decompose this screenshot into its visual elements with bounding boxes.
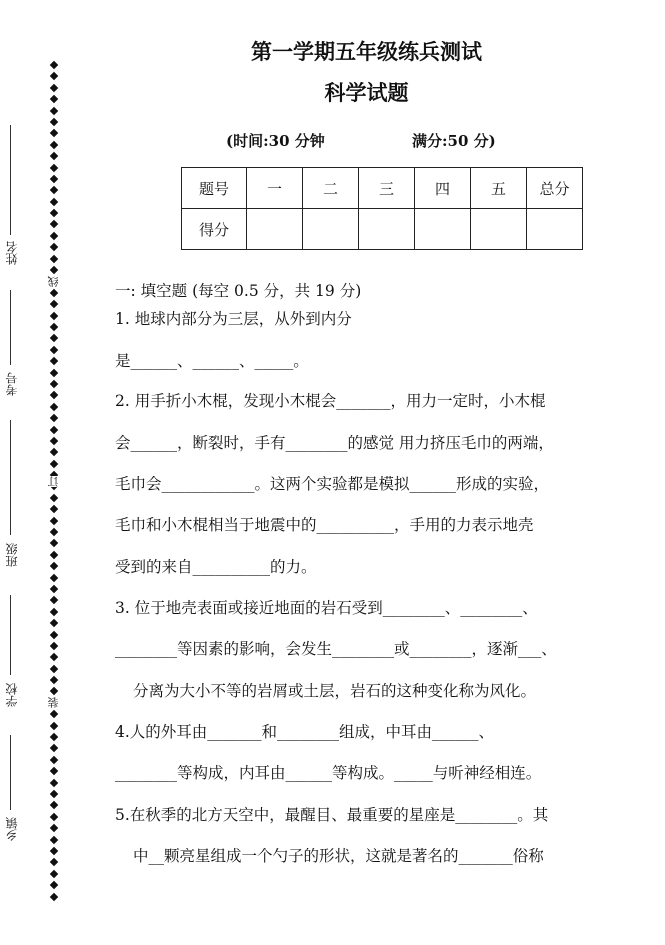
diamond-mark — [50, 642, 58, 650]
diamond-mark — [50, 197, 58, 205]
diamond-mark — [50, 323, 58, 331]
cut-mark-mount: 装 — [47, 697, 60, 708]
score-cell[interactable] — [527, 209, 583, 250]
diamond-mark — [50, 676, 58, 684]
score-table — [181, 167, 583, 250]
exam-subtitle: 科学试题 — [324, 80, 409, 105]
diamond-mark — [50, 630, 58, 638]
cut-mark-line: 线 — [47, 276, 60, 287]
diamond-mark — [50, 813, 58, 821]
diamond-mark — [50, 608, 58, 616]
diamond-mark — [50, 539, 58, 547]
diamond-mark — [50, 448, 58, 456]
diamond-mark — [50, 220, 58, 228]
diamond-mark — [50, 881, 58, 889]
diamond-mark — [50, 835, 58, 843]
diamond-mark — [50, 243, 58, 251]
diamond-mark — [50, 368, 58, 376]
question-line: 是______、______、_____。 — [115, 352, 309, 370]
diamond-mark — [50, 744, 58, 752]
question-line: 3. 位于地壳表面或接近地面的岩石受到________、________、 — [115, 599, 538, 617]
diamond-mark — [50, 266, 58, 274]
diamond-mark — [50, 892, 58, 900]
diamond-mark — [50, 869, 58, 877]
diamond-mark — [50, 585, 58, 593]
score-table-header-cell: 二 — [303, 168, 359, 209]
score-table-header-row — [182, 168, 583, 209]
diamond-mark — [50, 710, 58, 718]
diamond-mark — [50, 562, 58, 570]
diamond-mark — [50, 756, 58, 764]
section-heading: 一: 填空题 (每空 0.5 分，共 19 分) — [115, 282, 362, 300]
diamond-mark — [50, 254, 58, 262]
diamond-mark — [50, 516, 58, 524]
school-field-line — [10, 595, 11, 675]
diamond-mark — [50, 414, 58, 422]
score-cell[interactable] — [359, 209, 415, 250]
diamond-mark — [50, 209, 58, 217]
score-table-header-cell: 题号 — [182, 168, 247, 209]
diamond-mark — [50, 858, 58, 866]
exam-number-field-line — [10, 290, 11, 365]
question-line: 5.在秋季的北方天空中，最醒目、最重要的星座是________。其 — [115, 806, 549, 824]
diamond-mark — [50, 346, 58, 354]
diamond-mark — [50, 573, 58, 581]
diamond-mark — [50, 186, 58, 194]
score-table-score-row — [182, 209, 583, 250]
township-field-label: 乡镇 — [5, 817, 19, 841]
score-table-header-cell: 三 — [359, 168, 415, 209]
question-line: 分离为大小不等的岩屑或土层，岩石的这种变化称为风化。 — [133, 682, 537, 700]
score-cell[interactable] — [303, 209, 359, 250]
diamond-mark — [50, 152, 58, 160]
score-cell[interactable] — [415, 209, 471, 250]
question-line: 会______，断裂时，手有________的感觉 用力挤压毛巾的两端， — [115, 434, 554, 452]
diamond-mark — [50, 824, 58, 832]
diamond-mark — [50, 767, 58, 775]
question-line: 1. 地球内部分为三层，从外到内分 — [115, 310, 352, 328]
diamond-mark — [50, 687, 58, 695]
diamond-mark — [50, 425, 58, 433]
score-table-header-cell: 五 — [471, 168, 527, 209]
class-field-label: 班级 — [5, 543, 19, 567]
diamond-mark — [50, 232, 58, 240]
question-line: ________等构成，内耳由______等构成。_____与听神经相连。 — [115, 764, 542, 782]
diamond-mark — [50, 619, 58, 627]
diamond-mark — [50, 175, 58, 183]
diamond-mark — [50, 459, 58, 467]
diamond-mark — [50, 118, 58, 126]
diamond-mark — [50, 801, 58, 809]
diamond-mark — [50, 402, 58, 410]
diamond-mark — [50, 129, 58, 137]
diamond-mark — [50, 140, 58, 148]
exam-title: 第一学期五年级练兵测试 — [251, 39, 482, 64]
score-cell[interactable] — [247, 209, 303, 250]
diamond-mark — [50, 437, 58, 445]
name-field-label: 姓名 — [5, 241, 19, 265]
question-line: 毛巾和小木棍相当于地震中的__________，手用的力表示地壳 — [115, 516, 534, 534]
score-table-header-cell: 总分 — [527, 168, 583, 209]
score-table-header-cell: 一 — [247, 168, 303, 209]
class-field-line — [10, 420, 11, 535]
score-row-label: 得分 — [182, 209, 247, 250]
diamond-mark — [50, 494, 58, 502]
school-field-label: 学校 — [5, 683, 19, 707]
diamond-mark — [50, 163, 58, 171]
diamond-mark — [50, 790, 58, 798]
cut-mark-bind: 订 — [47, 476, 60, 487]
diamond-mark — [50, 300, 58, 308]
diamond-mark — [50, 847, 58, 855]
diamond-mark — [50, 357, 58, 365]
score-cell[interactable] — [471, 209, 527, 250]
diamond-mark — [50, 334, 58, 342]
diamond-mark — [50, 311, 58, 319]
exam-full-score: 满分:50 分) — [412, 132, 496, 150]
diamond-mark — [50, 106, 58, 114]
diamond-mark — [50, 596, 58, 604]
township-field-line — [10, 735, 11, 810]
diamond-mark — [50, 551, 58, 559]
diamond-mark — [50, 505, 58, 513]
question-line: 受到的来自__________的力。 — [115, 558, 317, 576]
name-field-line — [10, 125, 11, 235]
score-table-header-cell: 四 — [415, 168, 471, 209]
exam-time: (时间:30 分钟 — [226, 132, 325, 150]
diamond-mark — [50, 380, 58, 388]
diamond-mark — [50, 391, 58, 399]
diamond-mark — [50, 289, 58, 297]
question-line: 中__颗亮星组成一个勺子的形状，这就是著名的_______俗称 — [133, 847, 544, 865]
diamond-mark — [50, 664, 58, 672]
question-line: ________等因素的影响，会发生________或________，逐渐___、 — [115, 640, 557, 658]
diamond-mark — [50, 528, 58, 536]
question-line: 2. 用手折小木棍，发现小木棍会_______，用力一定时，小木棍 — [115, 392, 546, 410]
diamond-mark — [50, 733, 58, 741]
diamond-mark — [50, 721, 58, 729]
diamond-mark — [50, 653, 58, 661]
question-line: 毛巾会____________。这两个实验都是模拟______形成的实验， — [115, 475, 550, 493]
diamond-mark — [50, 778, 58, 786]
exam-number-field-label: 考号 — [5, 372, 19, 396]
question-line: 4.人的外耳由_______和________组成，中耳由______、 — [115, 723, 495, 741]
